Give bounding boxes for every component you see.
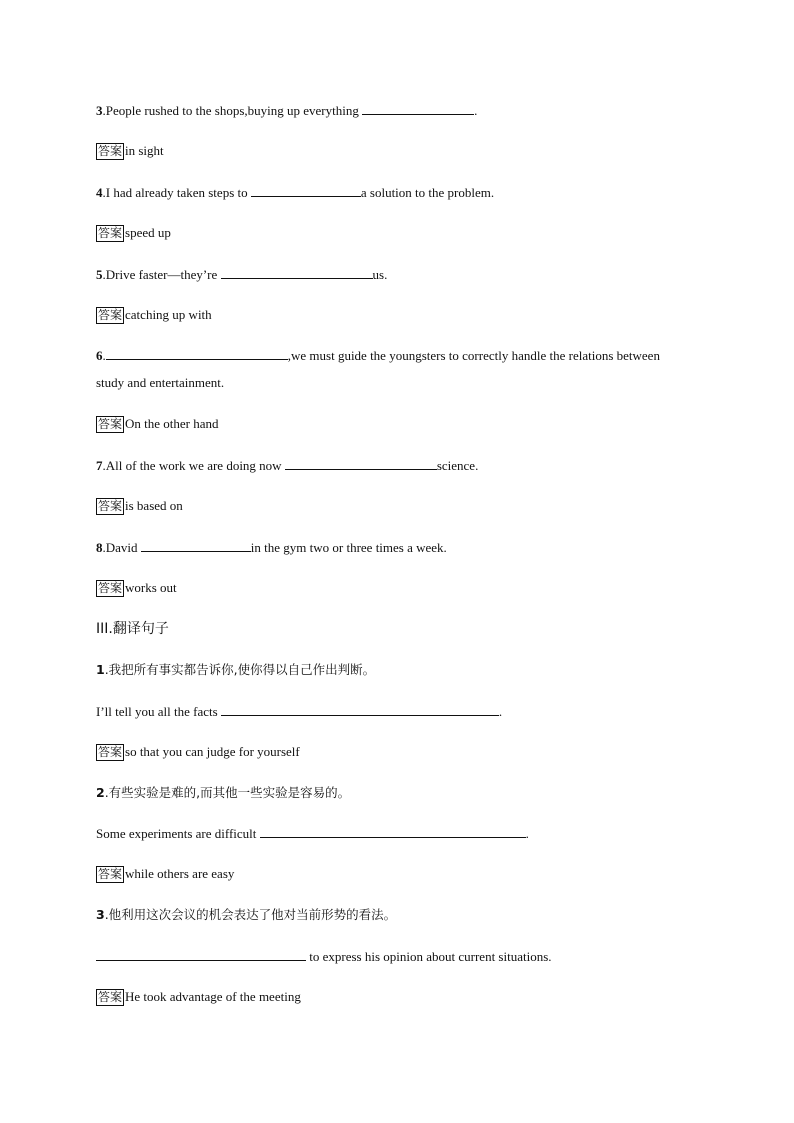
question-text: .I had already taken steps to — [102, 185, 251, 200]
answer-text: works out — [125, 580, 177, 595]
answer-text: He took advantage of the meeting — [125, 989, 301, 1004]
sentence-text-after: . — [525, 826, 529, 841]
answer-8 — [96, 579, 177, 597]
section-heading: III.翻译句子 — [96, 621, 169, 637]
answer-blank — [285, 456, 437, 470]
question-number: 1 — [96, 662, 105, 677]
translation-2-sentence — [96, 824, 529, 843]
sentence-text: Some experiments are difficult — [96, 826, 260, 841]
question-number: 8 — [96, 540, 103, 555]
question-text-after: a solution to the problem. — [360, 185, 495, 200]
translation-2-prompt — [96, 784, 350, 802]
question-8 — [96, 538, 447, 557]
translation-3-prompt — [96, 906, 396, 924]
translation-3-sentence — [96, 947, 552, 966]
question-text-after: us. — [372, 267, 388, 282]
chinese-sentence: .我把所有事实都告诉你,使你得以自己作出判断。 — [104, 662, 376, 677]
question-number: 2 — [96, 785, 105, 800]
answer-badge: 答案 — [98, 417, 123, 431]
answer-5 — [96, 306, 212, 324]
sentence-text-after: . — [498, 704, 503, 719]
answer-blank — [141, 538, 251, 552]
answer-blank — [251, 183, 361, 197]
answer-badge: 答案 — [98, 144, 123, 158]
question-7 — [96, 456, 478, 475]
answer-badge: 答案 — [98, 499, 123, 513]
question-text-after: ,we must guide the youngsters to correctly handle the relations between — [287, 348, 660, 363]
question-text-continuation: study and entertainment. — [96, 375, 225, 390]
translation-1-answer — [96, 743, 300, 761]
answer-blank — [106, 346, 288, 360]
question-text: .David — [102, 540, 141, 555]
answer-blank — [221, 702, 499, 716]
question-text: .All of the work we are doing now — [102, 458, 285, 473]
question-text: . — [102, 348, 106, 363]
translation-2-answer — [96, 865, 234, 883]
question-6 — [96, 346, 660, 365]
answer-badge: 答案 — [98, 990, 123, 1004]
answer-badge: 答案 — [98, 867, 123, 881]
answer-blank — [260, 824, 526, 838]
question-6-continuation — [96, 374, 224, 392]
question-text: .Drive faster—they’re — [102, 267, 221, 282]
question-5 — [96, 265, 387, 284]
question-text-after: in the gym two or three times a week. — [250, 540, 447, 555]
answer-badge: 答案 — [98, 226, 123, 240]
answer-6 — [96, 415, 219, 433]
translation-1-prompt — [96, 661, 375, 679]
question-number: 5 — [96, 267, 103, 282]
question-text: .People rushed to the shops,buying up everything — [102, 103, 363, 118]
chinese-sentence: .有些实验是难的,而其他一些实验是容易的。 — [104, 785, 351, 800]
answer-text: speed up — [125, 225, 171, 240]
question-number: 7 — [96, 458, 103, 473]
answer-text: is based on — [125, 498, 183, 513]
question-3 — [96, 101, 477, 120]
answer-badge: 答案 — [98, 308, 123, 322]
question-text-after: . — [474, 103, 478, 118]
sentence-text: I’ll tell you all the facts — [96, 704, 221, 719]
answer-text: On the other hand — [125, 416, 219, 431]
question-number: 4 — [96, 185, 103, 200]
answer-blank — [362, 101, 474, 115]
translation-3-answer — [96, 988, 301, 1006]
question-4 — [96, 183, 494, 202]
answer-text: so that you can judge for yourself — [125, 744, 300, 759]
answer-text: in sight — [125, 143, 164, 158]
question-number: 3 — [96, 907, 105, 922]
sentence-text-after: to express his opinion about current situations. — [306, 949, 552, 964]
question-number: 3 — [96, 103, 103, 118]
answer-7 — [96, 497, 183, 515]
answer-3 — [96, 142, 164, 160]
question-text-after: science. — [436, 458, 479, 473]
answer-text: catching up with — [125, 307, 212, 322]
answer-badge: 答案 — [98, 745, 123, 759]
answer-blank — [96, 947, 306, 961]
question-number: 6 — [96, 348, 103, 363]
translation-1-sentence — [96, 702, 502, 721]
answer-badge: 答案 — [98, 581, 123, 595]
answer-text: while others are easy — [125, 866, 235, 881]
chinese-sentence: .他利用这次会议的机会表达了他对当前形势的看法。 — [104, 907, 397, 922]
answer-blank — [221, 265, 373, 279]
answer-4 — [96, 224, 171, 242]
